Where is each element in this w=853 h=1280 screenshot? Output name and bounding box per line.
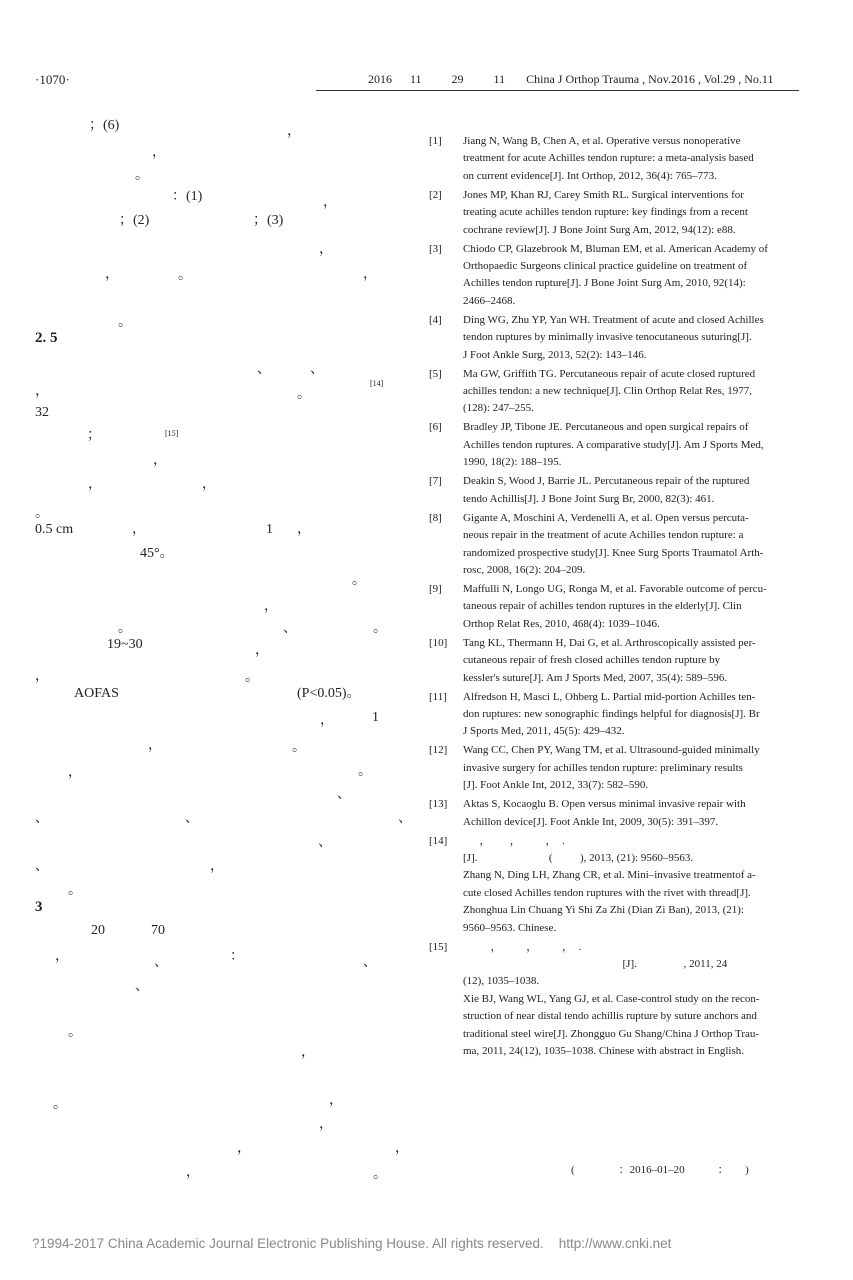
- body-text-fragment: ，: [319, 1117, 333, 1132]
- reference-line: [J]. Foot Ankle Int, 2012, 33(7): 582–590.: [463, 779, 649, 792]
- body-text-fragment: 、: [283, 621, 297, 636]
- body-text-fragment: 、: [398, 811, 412, 826]
- reference-line: J Sports Med, 2011, 45(5): 429–432.: [463, 725, 625, 738]
- reference-line: Orthopaedic Surgeons clinical practice guideline on treatment of: [463, 260, 748, 273]
- reference-line: Ma GW, Griffith TG. Percutaneous repair of acute closed ruptured: [463, 367, 756, 380]
- reference-number: [11]: [429, 690, 447, 703]
- reference-line: Tang KL, Thermann H, Dai G, et al. Arthroscopically assisted per-: [463, 636, 756, 649]
- reference-line: J Foot Ankle Surg, 2013, 52(2): 143–146.: [463, 348, 647, 361]
- reference-line: ， ， ， .: [463, 940, 582, 953]
- body-text-fragment: ；(2): [119, 213, 150, 228]
- body-text-fragment: ，: [264, 599, 278, 614]
- reference-line: Achilles tendon rupture[J]. J Bone Joint Surg Am, 2010, 92(14):: [463, 277, 746, 290]
- reference-item: [429, 419, 799, 471]
- copyright-footer: ?1994-2017 China Academic Journal Electronic Publishing House. All rights reserved. http://www.cnki.net: [32, 1236, 672, 1251]
- body-text-fragment: ，: [287, 124, 301, 139]
- body-text-fragment: 0.5 cm: [35, 522, 74, 537]
- reference-item: [429, 241, 799, 311]
- reference-item: [429, 366, 799, 418]
- reference-item: [429, 187, 799, 239]
- reference-line: 2466–2468.: [463, 294, 516, 307]
- section-heading: 2. 5: [35, 330, 58, 346]
- reference-number: [2]: [429, 188, 442, 201]
- body-text-fragment: 、: [185, 811, 199, 826]
- body-text-fragment: 。: [35, 506, 49, 521]
- reference-line: Ding WG, Zhu YP, Yan WH. Treatment of acute and closed Achilles: [463, 313, 764, 326]
- reference-number: [8]: [429, 511, 442, 524]
- body-text-fragment: 1: [372, 710, 379, 725]
- body-text-fragment: ，: [55, 949, 69, 964]
- reference-line: Zhonghua Lin Chuang Yi Shi Za Zhi (Dian Zi Ban), 2013, (21):: [463, 904, 744, 917]
- reference-line: Achillon device[J]. Foot Ankle Int, 2009, 30(5): 391–397.: [463, 815, 719, 828]
- body-text-fragment: 、: [318, 835, 332, 850]
- body-text-fragment: 。: [245, 670, 259, 685]
- body-text-fragment: 、: [363, 955, 377, 970]
- reference-number: [14]: [429, 834, 448, 847]
- body-text-fragment: ，: [35, 384, 49, 399]
- body-text-fragment: 19~30: [107, 637, 143, 652]
- body-text-fragment: (P<0.05)。: [297, 686, 361, 701]
- citation-superscript: [15]: [165, 429, 179, 438]
- body-text-fragment: ，: [301, 1045, 315, 1060]
- reference-line: achilles tendon: a new technique[J]. Clin Orthop Relat Res, 1977,: [463, 385, 752, 398]
- reference-number: [13]: [429, 798, 448, 811]
- reference-line: (128): 247–255.: [463, 402, 534, 415]
- reference-line: cochrane review[J]. J Bone Joint Surg Am, 2012, 94(12): e88.: [463, 223, 736, 236]
- reference-line: cutaneous repair of fresh closed achilles tendon rupture by: [463, 654, 721, 667]
- reference-item: [429, 635, 799, 687]
- body-text-fragment: ，: [395, 1141, 409, 1156]
- body-text-fragment: ；(6): [89, 118, 120, 133]
- body-text-fragment: 。: [373, 621, 387, 636]
- reference-number: [6]: [429, 421, 442, 434]
- reference-line: 1990, 18(2): 188–195.: [463, 456, 562, 469]
- reference-line: Gigante A, Moschini A, Verdenelli A, et al. Open versus percuta-: [463, 511, 749, 524]
- reference-item: [429, 312, 799, 364]
- body-text-fragment: ，: [237, 1141, 251, 1156]
- reference-line: struction of near distal tendo achillis rupture by suture anchors and: [463, 1010, 757, 1023]
- body-text-fragment: 、: [310, 362, 324, 377]
- body-text-fragment: 、: [154, 955, 168, 970]
- body-text-fragment: ，: [148, 738, 162, 753]
- reference-line: Xie BJ, Wang WL, Yang GJ, et al. Case-control study on the recon-: [463, 992, 760, 1005]
- body-text-fragment: 。: [358, 764, 372, 779]
- body-text-fragment: ：(1): [172, 189, 203, 204]
- reference-line: Achilles tendon ruptures. A comparative study[J]. Am J Sports Med,: [463, 438, 764, 451]
- body-text-fragment: 。: [68, 883, 82, 898]
- body-text-fragment: ，: [363, 267, 377, 282]
- reference-list: [429, 133, 799, 1062]
- body-text-fragment: 、: [257, 362, 271, 377]
- reference-line: rosc, 2008, 16(2): 204–209.: [463, 563, 586, 576]
- body-text-fragment: 。: [297, 387, 311, 402]
- reference-line: cute closed Achilles tendon ruptures with the rivet with thread[J].: [463, 886, 751, 899]
- reference-line: 9560–9563. Chinese.: [463, 921, 557, 934]
- reference-line: randomized prospective study[J]. Knee Surg Sports Traumatol Arth-: [463, 546, 764, 559]
- reference-line: Deakin S, Wood J, Barrie JL. Percutaneous repair of the ruptured: [463, 475, 750, 488]
- body-text-fragment: 70: [151, 923, 165, 938]
- body-text-fragment: ，: [210, 859, 224, 874]
- reference-number: [7]: [429, 475, 442, 488]
- body-text-fragment: 、: [135, 979, 149, 994]
- body-text-fragment: 。: [373, 1167, 387, 1182]
- reference-line: taneous repair of achilles tendon ruptures in the elderly[J]. Clin: [463, 600, 742, 613]
- reference-number: [4]: [429, 313, 442, 326]
- reference-line: Chiodo CP, Glazebrook M, Bluman EM, et al. American Academy of: [463, 242, 768, 255]
- reference-item: [429, 742, 799, 794]
- reference-number: [12]: [429, 744, 448, 757]
- body-text-fragment: ：: [230, 949, 244, 964]
- journal-header: 2016 11 29 11 China J Orthop Trauma , Nov.2016 , Vol.29 , No.11: [368, 72, 774, 86]
- reference-number: [3]: [429, 242, 442, 255]
- body-text-fragment: 45°。: [140, 546, 174, 561]
- body-text-fragment: 。: [178, 268, 192, 283]
- body-text-fragment: ，: [105, 267, 119, 282]
- body-text-fragment: 32: [35, 405, 49, 420]
- reference-line: traditional steel wire[J]. Zhongguo Gu Shang/China J Orthop Trau-: [463, 1027, 760, 1040]
- reference-line: (12), 1035–1038.: [463, 975, 540, 988]
- body-text-fragment: 20: [91, 923, 105, 938]
- body-text-fragment: ，: [88, 477, 102, 492]
- reference-item: [429, 939, 799, 1061]
- reference-line: Jones MP, Khan RJ, Carey Smith RL. Surgical interventions for: [463, 188, 744, 201]
- body-text-fragment: 。: [53, 1097, 67, 1112]
- reference-line: ， ， ， .: [463, 834, 565, 847]
- body-text-fragment: 。: [118, 621, 132, 636]
- section-heading: 3: [35, 899, 43, 915]
- reference-line: kessler's suture[J]. Am J Sports Med, 2007, 35(4): 589–596.: [463, 671, 728, 684]
- body-text-fragment: 1: [266, 522, 273, 537]
- reference-number: [5]: [429, 367, 442, 380]
- body-text-fragment: 、: [35, 859, 49, 874]
- body-text-fragment: ，: [320, 713, 334, 728]
- reference-line: Bradley JP, Tibone JE. Percutaneous and open surgical repairs of: [463, 421, 749, 434]
- reference-line: Zhang N, Ding LH, Zhang CR, et al. Mini–invasive treatmentof a-: [463, 869, 756, 882]
- reference-item: [429, 581, 799, 633]
- reference-item: [429, 796, 799, 831]
- body-text-fragment: ，: [319, 242, 333, 257]
- body-text-fragment: ，: [186, 1165, 200, 1180]
- body-text-fragment: ；: [87, 428, 101, 443]
- reference-line: Alfredson H, Masci L, Ohberg L. Partial mid-portion Achilles ten-: [463, 690, 756, 703]
- body-text-fragment: ，: [323, 195, 337, 210]
- body-text-fragment: ；(3): [253, 213, 284, 228]
- body-text-fragment: 。: [118, 315, 132, 330]
- reference-line: Wang CC, Chen PY, Wang TM, et al. Ultrasound-guided minimally: [463, 744, 760, 757]
- reference-number: [1]: [429, 135, 442, 147]
- reference-line: Aktas S, Kocaoglu B. Open versus minimal invasive repair with: [463, 798, 746, 811]
- reference-line: [J]. , 2011, 24: [463, 958, 728, 970]
- reference-number: [15]: [429, 940, 448, 953]
- body-text-fragment: ，: [132, 522, 146, 537]
- reference-item: [429, 689, 799, 741]
- body-text-fragment: ，: [297, 522, 311, 537]
- received-date-line: ( ：2016–01–20 ： ): [571, 1164, 749, 1176]
- reference-item: [429, 833, 799, 937]
- reference-number: [10]: [429, 636, 448, 649]
- body-text-fragment: ，: [68, 765, 82, 780]
- body-text-fragment: 、: [337, 787, 351, 802]
- body-text-fragment: 、: [35, 811, 49, 826]
- body-text-fragment: ，: [152, 145, 166, 160]
- body-text-fragment: AOFAS: [74, 686, 119, 701]
- body-text-fragment: 。: [352, 573, 366, 588]
- reference-line: [J]. ( ), 2013, (21): 9560–9563.: [463, 851, 694, 864]
- citation-superscript: [14]: [370, 379, 384, 388]
- body-text-fragment: 。: [68, 1025, 82, 1040]
- reference-line: ma, 2011, 24(12), 1035–1038. Chinese with abstract in English.: [463, 1045, 744, 1058]
- body-text-fragment: 。: [135, 168, 149, 183]
- reference-line: on current evidence[J]. Int Orthop, 2012, 36(4): 765–773.: [463, 169, 717, 182]
- reference-item: [429, 133, 799, 185]
- body-text-fragment: ，: [35, 669, 49, 684]
- body-text-fragment: ，: [202, 477, 216, 492]
- reference-number: [9]: [429, 582, 442, 595]
- reference-line: treating acute achilles tendon rupture: key findings from a recent: [463, 206, 748, 219]
- reference-line: tendo Achillis[J]. J Bone Joint Surg Br, 2000, 82(3): 461.: [463, 492, 715, 505]
- body-text-fragment: ，: [255, 643, 269, 658]
- page-number: ·1070·: [35, 72, 70, 87]
- body-text-fragment: ，: [153, 453, 167, 468]
- reference-line: Jiang N, Wang B, Chen A, et al. Operative versus nonoperative: [463, 135, 741, 147]
- reference-line: Maffulli N, Longo UG, Ronga M, et al. Favorable outcome of percu-: [463, 582, 767, 595]
- reference-line: don ruptures: new sonographic findings helpful for diagnosis[J]. Br: [463, 707, 760, 720]
- reference-item: [429, 473, 799, 508]
- reference-line: neous repair in the treatment of acute Achilles tendon rupture: a: [463, 529, 744, 542]
- left-column-text: [0, 0, 410, 1220]
- reference-line: tendon ruptures by minimally invasive tenocutaneous suturing[J].: [463, 331, 752, 344]
- body-text-fragment: 。: [292, 740, 306, 755]
- reference-line: treatment for acute Achilles tendon rupture: a meta-analysis based: [463, 152, 754, 165]
- reference-line: invasive surgery for achilles tendon rupture: preliminary results: [463, 761, 743, 774]
- body-text-fragment: ，: [329, 1093, 343, 1108]
- reference-line: Orthop Relat Res, 2010, 468(4): 1039–1046.: [463, 617, 660, 630]
- reference-item: [429, 510, 799, 580]
